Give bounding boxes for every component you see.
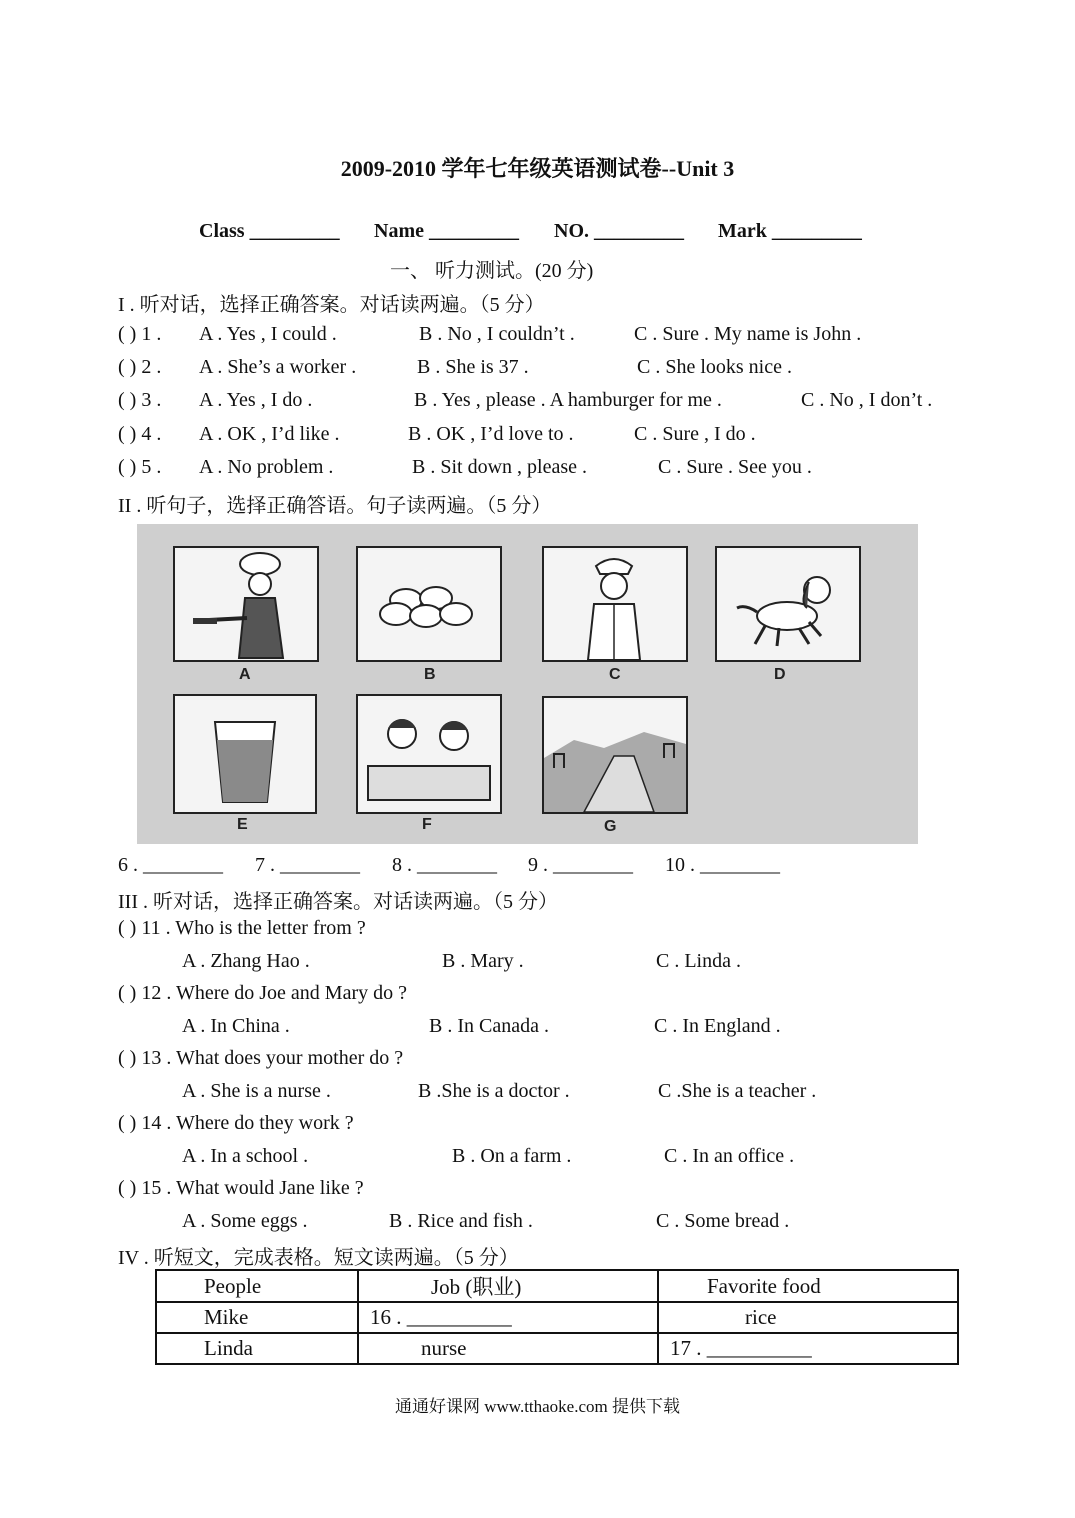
option-c: C . Linda . <box>656 950 741 972</box>
table-cell: Mike <box>156 1302 358 1333</box>
section-heading: 一、 听力测试。(20 分) <box>390 260 594 282</box>
option-c: C . In an office . <box>664 1145 795 1167</box>
option-c: C . Sure . My name is John . <box>634 323 862 345</box>
option-c: C . Sure , I do . <box>634 423 756 445</box>
option-b: B . Sit down , please . <box>412 456 587 478</box>
picture-label: F <box>422 816 432 833</box>
option-b: B . No , I couldn’t . <box>419 323 575 345</box>
option-c: C .She is a teacher . <box>658 1080 817 1102</box>
question-number: ( ) 5 . <box>118 456 162 478</box>
answer-blank: 9 . ________ <box>528 854 633 876</box>
question-number: ( ) 3 . <box>118 389 162 411</box>
class-field: Class _________ <box>199 220 340 242</box>
question: ( ) 12 . Where do Joe and Mary do ? <box>118 982 407 1004</box>
option-a: A . Some eggs . <box>182 1210 308 1232</box>
option-a: A . Yes , I could . <box>199 323 337 345</box>
option-b: B . In Canada . <box>429 1015 549 1037</box>
column-header: People <box>156 1270 358 1302</box>
column-header: Favorite food <box>658 1270 958 1302</box>
table-cell: rice <box>658 1302 958 1333</box>
table-header-row <box>156 1270 958 1302</box>
table-cell: 16 . __________ <box>358 1302 658 1333</box>
table-row <box>156 1302 958 1333</box>
option-a: A . Zhang Hao . <box>182 950 310 972</box>
footer-text: 通通好课网 www.tthaoke.com 提供下载 <box>394 1397 681 1416</box>
picture-label: G <box>604 818 617 835</box>
table-cell: 17 . __________ <box>658 1333 958 1364</box>
friends-picture <box>356 694 502 814</box>
option-b: B . On a farm . <box>452 1145 572 1167</box>
option-b: B . OK , I’d love to . <box>408 423 574 445</box>
question: ( ) 15 . What would Jane like ? <box>118 1177 364 1199</box>
question-number: ( ) 4 . <box>118 423 162 445</box>
page-title: 2009-2010 学年七年级英语测试卷--Unit 3 <box>340 156 735 181</box>
table-cell: Linda <box>156 1333 358 1364</box>
glass-picture <box>173 694 317 814</box>
option-c: C . Sure . See you . <box>658 456 812 478</box>
option-b: B . She is 37 . <box>417 356 529 378</box>
answer-blank: 8 . ________ <box>392 854 497 876</box>
answer-blank: 7 . ________ <box>255 854 360 876</box>
option-b: B .She is a doctor . <box>418 1080 570 1102</box>
column-header: Job (职业) <box>358 1270 658 1302</box>
eggs-picture <box>356 546 502 662</box>
table-cell: nurse <box>358 1333 658 1364</box>
question: ( ) 14 . Where do they work ? <box>118 1112 354 1134</box>
question: ( ) 13 . What does your mother do ? <box>118 1047 404 1069</box>
picture-label: E <box>237 816 248 833</box>
picture-label: D <box>774 666 786 683</box>
question-number: ( ) 1 . <box>118 323 162 345</box>
option-c: C . She looks nice . <box>637 356 792 378</box>
option-a: A . Yes , I do . <box>199 389 313 411</box>
option-a: A . She’s a worker . <box>199 356 357 378</box>
picture-label: B <box>424 666 436 683</box>
question-number: ( ) 2 . <box>118 356 162 378</box>
option-a: A . In a school . <box>182 1145 309 1167</box>
great-wall-picture <box>542 696 688 814</box>
option-b: B . Mary . <box>442 950 524 972</box>
option-a: A . OK , I’d like . <box>199 423 340 445</box>
option-c: C . No , I don’t . <box>801 389 933 411</box>
answer-blank: 10 . ________ <box>665 854 780 876</box>
picture-label: A <box>239 666 251 683</box>
table-row <box>156 1333 958 1364</box>
question: ( ) 11 . Who is the letter from ? <box>118 917 366 939</box>
option-c: C . In England . <box>654 1015 781 1037</box>
number-field: NO. _________ <box>554 220 684 242</box>
chef-picture <box>173 546 319 662</box>
part2-heading: II . 听句子，选择正确答语。句子读两遍。（5 分） <box>118 495 552 517</box>
answer-blank: 6 . ________ <box>118 854 223 876</box>
option-a: A . She is a nurse . <box>182 1080 331 1102</box>
name-field: Name _________ <box>374 220 519 242</box>
nurse-picture <box>542 546 688 662</box>
info-table <box>155 1269 959 1365</box>
option-a: A . No problem . <box>199 456 334 478</box>
option-a: A . In China . <box>182 1015 290 1037</box>
mark-field: Mark _________ <box>718 220 862 242</box>
option-c: C . Some bread . <box>656 1210 790 1232</box>
part1-heading: I . 听对话，选择正确答案。对话读两遍。（5 分） <box>118 294 545 316</box>
option-b: B . Rice and fish . <box>389 1210 533 1232</box>
picture-panel <box>137 524 918 844</box>
picture-label: C <box>609 666 621 683</box>
option-b: B . Yes , please . A hamburger for me . <box>414 389 722 411</box>
dog-picture <box>715 546 861 662</box>
part4-heading: IV . 听短文，完成表格。短文读两遍。（5 分） <box>118 1247 519 1269</box>
part3-heading: III . 听对话，选择正确答案。对话读两遍。（5 分） <box>118 891 558 913</box>
